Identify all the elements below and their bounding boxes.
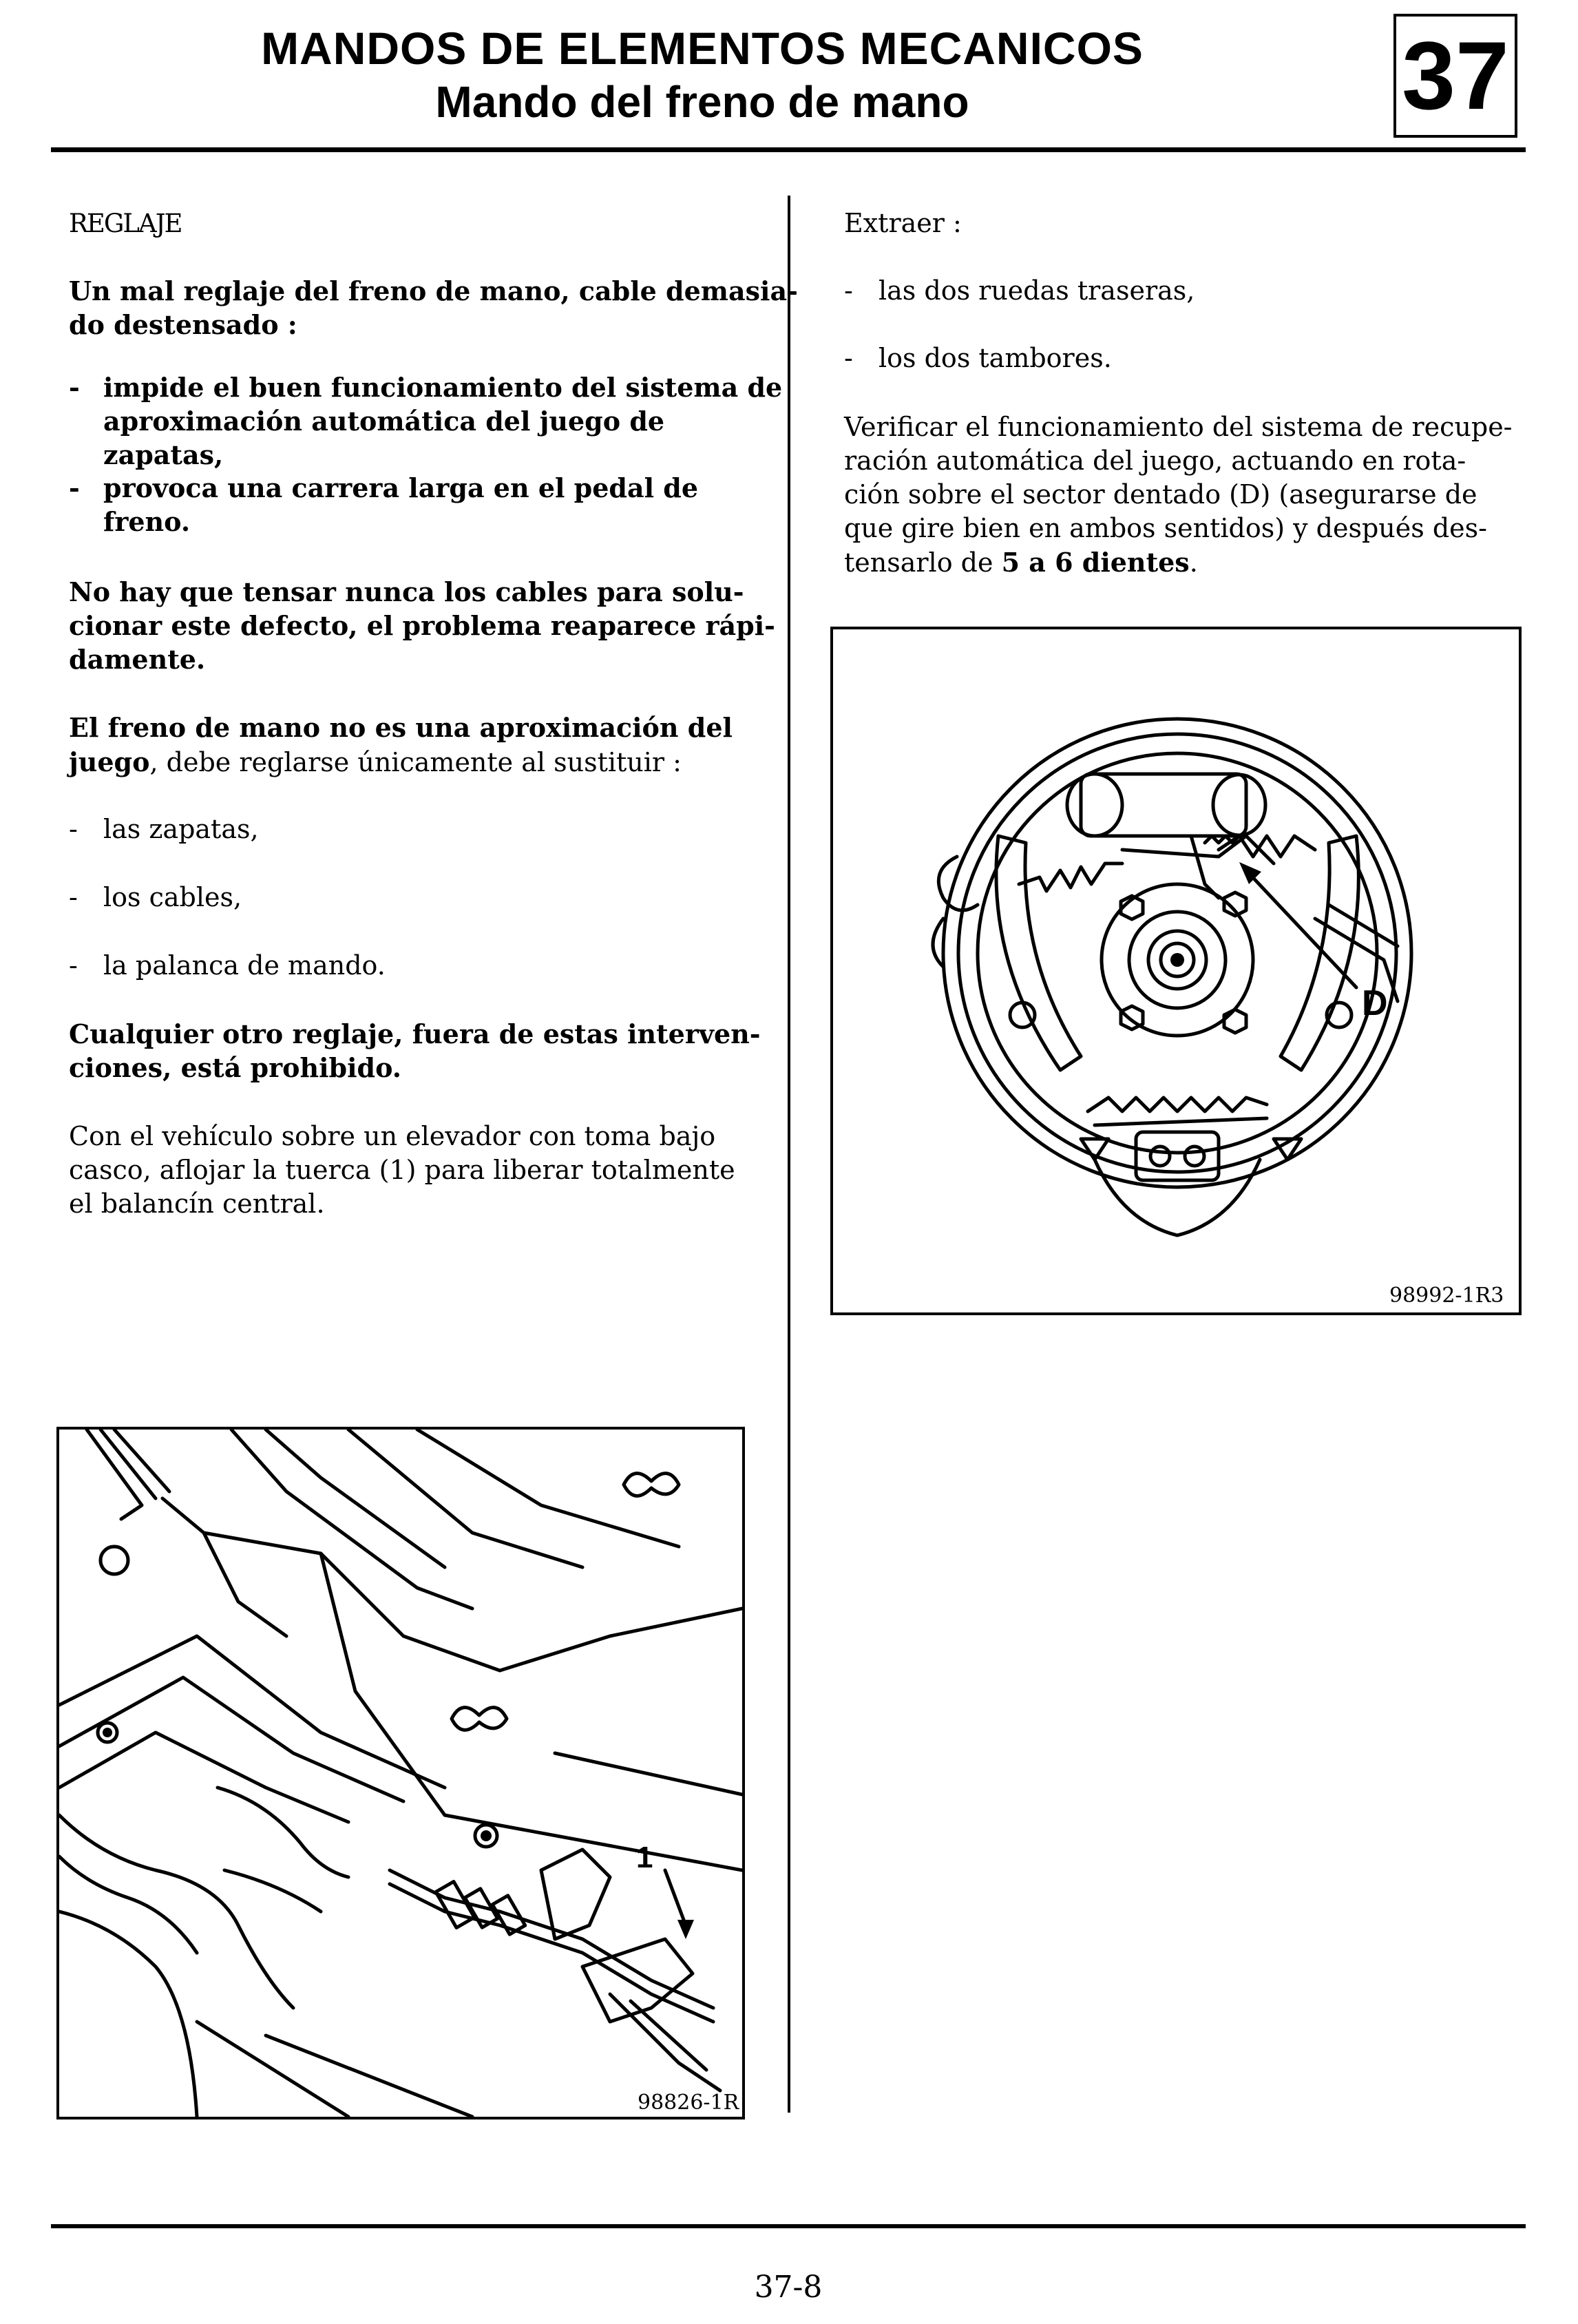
text-line: . xyxy=(1189,547,1198,578)
page-number: 37-8 xyxy=(754,2270,823,2305)
text-line: damente. xyxy=(69,644,206,675)
text-line: El freno de mano no es una aproximación del xyxy=(69,712,733,743)
figure-reference: 98826-1R xyxy=(638,2091,739,2115)
page-header xyxy=(41,21,1363,128)
text-line: No hay que tensar nunca los cables para solu- xyxy=(69,576,744,607)
text-line: Verificar el funcionamiento del sistema de recupe- xyxy=(844,412,1513,442)
text-line: Con el vehículo sobre un elevador con toma bajo xyxy=(69,1121,716,1151)
text-line: , debe reglarse únicamente al sustituir : xyxy=(149,747,682,777)
text-line: la palanca de mando. xyxy=(103,950,386,981)
text-line: los dos tambores. xyxy=(879,343,1112,373)
intro-paragraph xyxy=(69,274,798,342)
text-line: los cables, xyxy=(103,882,242,912)
text-line: el balancín central. xyxy=(69,1189,325,1219)
text-line: ración automática del juego, actuando en rota- xyxy=(844,446,1466,476)
text-line: ciones, está prohibido. xyxy=(69,1052,402,1083)
text-line: impide el buen funcionamiento del sistema de xyxy=(103,372,783,403)
text-line: Un mal reglaje del freno de mano, cable demasia- xyxy=(69,275,798,306)
text-line: aproximación automática del juego de zapatas, xyxy=(103,406,665,470)
figure-handbrake-underbody xyxy=(56,1427,745,2119)
callout-label: 1 xyxy=(636,1841,653,1874)
text-line: cionar este defecto, el problema reaparece rápi- xyxy=(69,610,775,641)
warning-paragraph xyxy=(69,575,775,676)
text-line: las dos ruedas traseras, xyxy=(879,275,1195,306)
page-subtitle: Mando del freno de mano xyxy=(435,77,969,127)
text-line: tensarlo de xyxy=(844,547,1002,578)
procedure-paragraph xyxy=(69,1120,735,1221)
text-line: casco, aflojar la tuerca (1) para liberar totalmente xyxy=(69,1155,735,1185)
section-heading: REGLAJE xyxy=(69,209,182,238)
text-line: las zapatas, xyxy=(103,814,259,844)
brake-assembly-illustration xyxy=(833,629,1519,1312)
chapter-number-box: 37 xyxy=(1393,14,1517,138)
figure-brake-backplate xyxy=(830,627,1522,1315)
bold-term: 5 a 6 dientes xyxy=(1001,547,1190,578)
prohibition-paragraph xyxy=(69,1017,761,1085)
extract-heading: Extraer : xyxy=(844,208,962,238)
underbody-illustration xyxy=(59,1430,742,2117)
callout-label: D xyxy=(1362,983,1388,1023)
bold-term: juego xyxy=(69,746,150,777)
text-line: Cualquier otro reglaje, fuera de estas interven- xyxy=(69,1018,761,1049)
text-line: ción sobre el sector dentado (D) (asegurarse de xyxy=(844,479,1477,510)
figure-reference: 98992-1R3 xyxy=(1389,1284,1504,1308)
header-rule xyxy=(51,147,1526,152)
note-paragraph xyxy=(69,711,733,779)
page-title: MANDOS DE ELEMENTOS MECANICOS xyxy=(261,23,1144,74)
text-line: provoca una carrera larga en el pedal de freno. xyxy=(103,472,699,537)
footer-rule xyxy=(51,2224,1526,2228)
text-line: que gire bien en ambos sentidos) y después des- xyxy=(844,513,1487,543)
text-line: do destensado : xyxy=(69,309,297,340)
verification-paragraph xyxy=(844,410,1513,580)
